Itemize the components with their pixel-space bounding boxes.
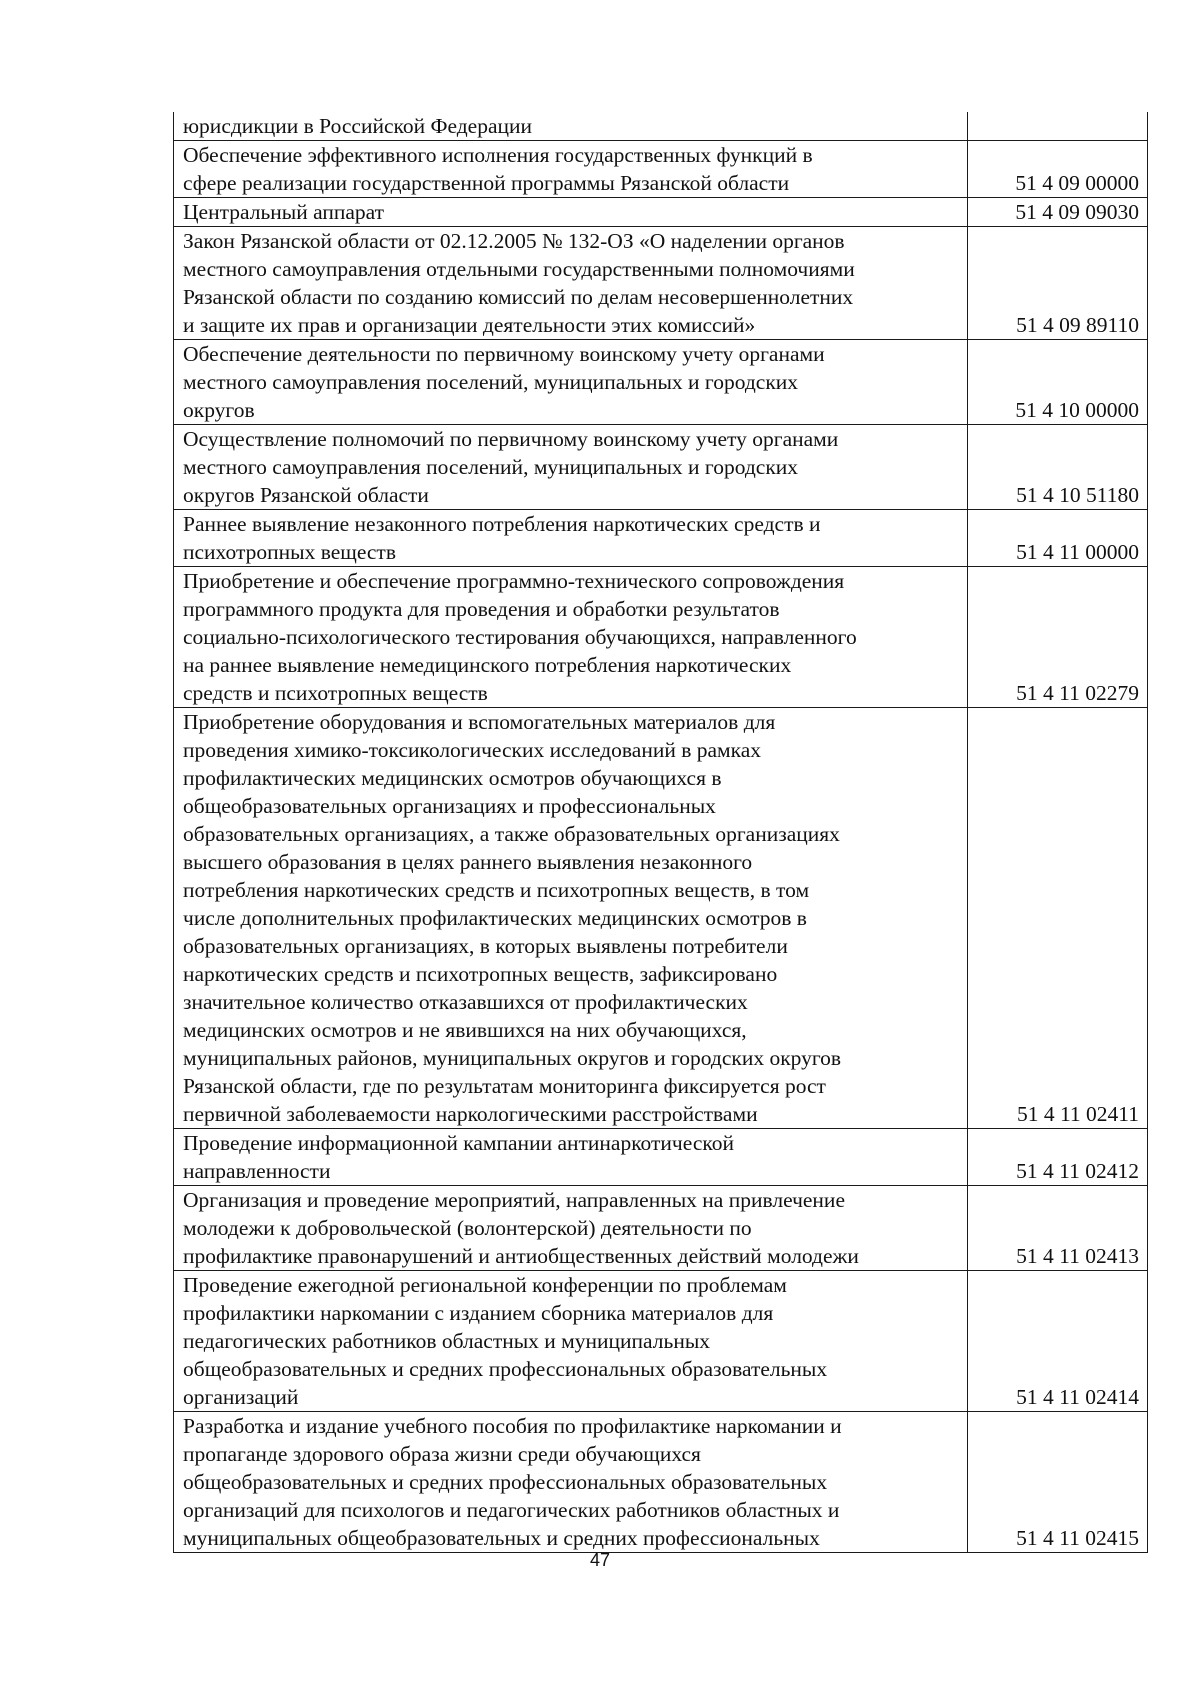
description-line: Организация и проведение мероприятий, направленных на привлечение [183,1188,845,1212]
description-line: Обеспечение деятельности по первичному воинскому учету органами [183,342,825,366]
table-row [174,340,1148,425]
table-row [174,1271,1148,1412]
description-line: округов [183,398,255,422]
description-line: значительное количество отказавшихся от профилактических [183,990,748,1014]
description-line: социально-психологического тестирования обучающихся, направленного [183,625,857,649]
row-code: 51 4 11 02412 [968,1129,1148,1186]
description-line: Закон Рязанской области от 02.12.2005 № 132-ОЗ «О наделении органов [183,229,845,253]
row-code: 51 4 11 02413 [968,1186,1148,1271]
description-line: направленности [183,1159,331,1183]
description-line: образовательных организациях, а также образовательных организациях [183,822,840,846]
page-number: 47 [589,1550,611,1570]
description-line: муниципальных общеобразовательных и средних профессиональных [183,1526,820,1550]
description-line: средств и психотропных веществ [183,681,488,705]
row-code [968,112,1148,141]
row-description [174,1271,968,1412]
description-line: психотропных веществ [183,540,396,564]
row-description [174,708,968,1129]
row-description [174,112,968,141]
description-line: педагогических работников областных и муниципальных [183,1329,711,1353]
description-line: высшего образования в целях раннего выявления незаконного [183,850,753,874]
description-line: Обеспечение эффективного исполнения государственных функций в [183,143,813,167]
description-line: числе дополнительных профилактических медицинских осмотров в [183,906,807,930]
description-line: первичной заболеваемости наркологическими расстройствами [183,1102,758,1126]
row-code: 51 4 10 51180 [968,425,1148,510]
budget-classification-table [173,112,1148,1553]
description-line: муниципальных районов, муниципальных округов и городских округов [183,1046,842,1070]
row-code: 51 4 11 02411 [968,708,1148,1129]
table-row [174,708,1148,1129]
row-code: 51 4 09 09030 [968,198,1148,227]
description-line: пропаганде здорового образа жизни среди обучающихся [183,1442,701,1466]
row-description [174,1412,968,1553]
table-row [174,198,1148,227]
row-code: 51 4 10 00000 [968,340,1148,425]
description-line: профилактике правонарушений и антиобщественных действий молодежи [183,1244,859,1268]
description-line: юрисдикции в Российской Федерации [183,114,533,138]
description-line: местного самоуправления отдельными государственными полномочиями [183,257,855,281]
row-description [174,198,968,227]
table-row [174,1186,1148,1271]
description-line: сфере реализации государственной программы Рязанской области [183,171,790,195]
description-line: молодежи к добровольческой (волонтерской) деятельности по [183,1216,752,1240]
description-line: программного продукта для проведения и обработки результатов [183,597,780,621]
description-line: Разработка и издание учебного пособия по профилактике наркомании и [183,1414,842,1438]
row-code: 51 4 09 00000 [968,141,1148,198]
description-line: общеобразовательных и средних профессиональных образовательных [183,1470,828,1494]
description-line: потребления наркотических средств и психотропных веществ, в том [183,878,810,902]
description-line: местного самоуправления поселений, муниципальных и городских [183,370,799,394]
description-line: профилактики наркомании с изданием сборника материалов для [183,1301,774,1325]
description-line: Осуществление полномочий по первичному воинскому учету органами [183,427,839,451]
row-code: 51 4 11 02415 [968,1412,1148,1553]
description-line: и защите их прав и организации деятельности этих комиссий» [183,313,756,337]
table-row [174,112,1148,141]
description-line: на раннее выявление немедицинского потребления наркотических [183,653,792,677]
description-line: наркотических средств и психотропных веществ, зафиксировано [183,962,778,986]
table-row [174,510,1148,567]
row-description [174,1129,968,1186]
table-row [174,567,1148,708]
description-line: Приобретение оборудования и вспомогательных материалов для [183,710,776,734]
description-line: проведения химико-токсикологических исследований в рамках [183,738,762,762]
table-row [174,141,1148,198]
row-description [174,425,968,510]
row-description [174,340,968,425]
row-description [174,141,968,198]
description-line: медицинских осмотров и не явившихся на них обучающихся, [183,1018,747,1042]
table-body [174,112,1148,1553]
row-code: 51 4 11 00000 [968,510,1148,567]
row-description [174,1186,968,1271]
description-line: Приобретение и обеспечение программно-технического сопровождения [183,569,845,593]
table-row [174,1129,1148,1186]
description-line: Рязанской области, где по результатам мониторинга фиксируется рост [183,1074,826,1098]
table-row [174,227,1148,340]
row-description [174,567,968,708]
description-line: образовательных организациях, в которых выявлены потребители [183,934,788,958]
description-line: Раннее выявление незаконного потребления наркотических средств и [183,512,821,536]
description-line: Центральный аппарат [183,200,385,224]
table-row [174,1412,1148,1553]
description-line: организаций [183,1385,299,1409]
row-description [174,227,968,340]
description-line: местного самоуправления поселений, муниципальных и городских [183,455,799,479]
description-line: организаций для психологов и педагогических работников областных и [183,1498,840,1522]
row-description [174,510,968,567]
description-line: Проведение информационной кампании антинаркотической [183,1131,734,1155]
description-line: Проведение ежегодной региональной конференции по проблемам [183,1273,787,1297]
row-code: 51 4 11 02414 [968,1271,1148,1412]
description-line: общеобразовательных и средних профессиональных образовательных [183,1357,828,1381]
description-line: округов Рязанской области [183,483,429,507]
description-line: Рязанской области по созданию комиссий по делам несовершеннолетних [183,285,854,309]
row-code: 51 4 09 89110 [968,227,1148,340]
table-row [174,425,1148,510]
description-line: профилактических медицинских осмотров обучающихся в [183,766,722,790]
row-code: 51 4 11 02279 [968,567,1148,708]
description-line: общеобразовательных организациях и профессиональных [183,794,716,818]
